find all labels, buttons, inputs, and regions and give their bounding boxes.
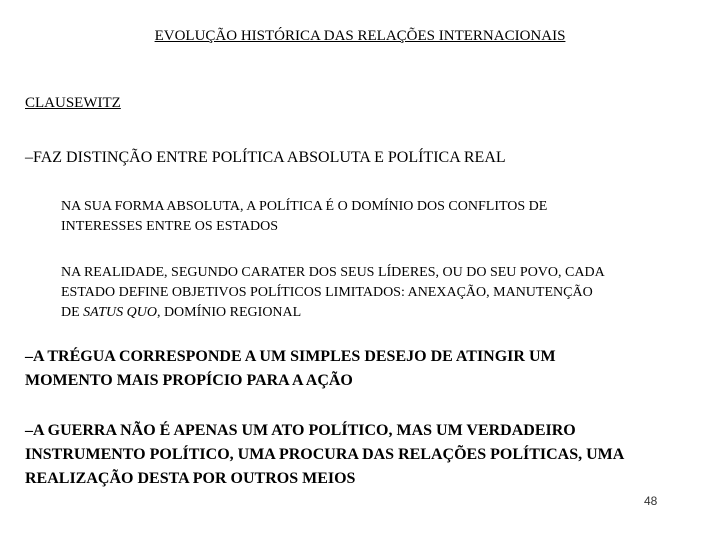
section-heading: CLAUSEWITZ [25,95,121,111]
slide-title: EVOLUÇÃO HISTÓRICA DAS RELAÇÕES INTERNACIONAIS [154,28,566,44]
bullet-point-2-line-1: –A TRÉGUA CORRESPONDE A UM SIMPLES DESEJO DE ATINGIR UM [25,348,556,365]
sub-point-1 [61,197,547,237]
sub-point-2-line-3-italic: SATUS QUO [83,305,157,320]
bullet-point-2-line-2: MOMENTO MAIS PROPÍCIO PARA A AÇÃO [25,372,353,389]
bullet-point-3-line-1: –A GUERRA NÃO É APENAS UM ATO POLÍTICO, MAS UM VERDADEIRO [25,422,576,439]
sub-point-2 [61,263,605,323]
sub-point-2-line-3-suffix: , DOMÍNIO REGIONAL [156,305,302,320]
sub-point-1-line-1: NA SUA FORMA ABSOLUTA, A POLÍTICA É O DOMÍNIO DOS CONFLITOS DE [61,199,548,214]
page-number: 48 [644,494,658,508]
sub-point-2-line-3-prefix: DE [61,305,84,320]
bullet-point-3-line-2: INSTRUMENTO POLÍTICO, UMA PROCURA DAS RELAÇÕES POLÍTICAS, UMA [25,446,625,463]
bullet-point-1: –FAZ DISTINÇÃO ENTRE POLÍTICA ABSOLUTA E POLÍTICA REAL [25,149,506,166]
sub-point-2-line-3 [61,303,605,323]
bullet-point-3-line-3: REALIZAÇÃO DESTA POR OUTROS MEIOS [25,470,356,487]
sub-point-2-line-2: ESTADO DEFINE OBJETIVOS POLÍTICOS LIMITADOS: ANEXAÇÃO, MANUTENÇÃO [61,285,593,300]
sub-point-1-line-2: INTERESSES ENTRE OS ESTADOS [61,219,279,234]
bullet-point-2 [25,345,556,393]
bullet-point-3 [25,419,624,491]
sub-point-2-line-1: NA REALIDADE, SEGUNDO CARATER DOS SEUS LÍDERES, OU DO SEU POVO, CADA [61,265,605,280]
